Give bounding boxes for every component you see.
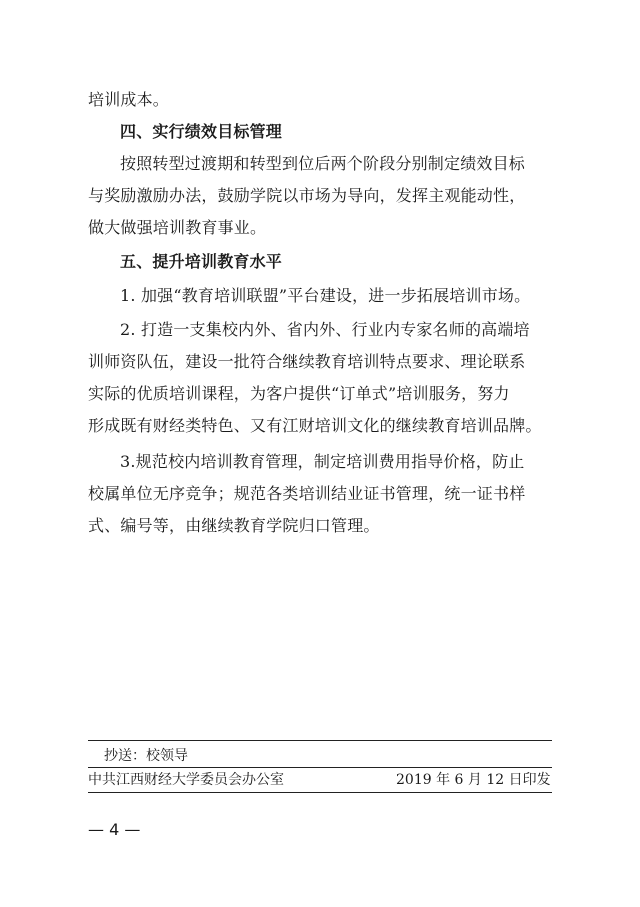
footer-middle-rule — [88, 767, 552, 768]
paragraph-continuation — [88, 84, 558, 116]
footer-bottom-rule — [88, 792, 552, 793]
text-line: 式、编号等，由继续教育学院归口管理。 — [88, 516, 380, 535]
text-line: 培训成本。 — [88, 90, 170, 109]
text-line: 实际的优质培训课程，为客户提供“订单式”培训服务，努力 — [88, 384, 510, 403]
text-line: 3.规范校内培训教育管理，制定培训费用指导价格，防止 — [120, 452, 525, 471]
text-line: 与奖励激励办法，鼓励学院以市场为导向，发挥主观能动性， — [88, 186, 526, 205]
list-item-3 — [88, 446, 558, 542]
issue-date: 2019 年 6 月 12 日印发 — [396, 772, 551, 788]
page-number: — 4 — — [88, 820, 141, 839]
footer-top-rule — [88, 740, 552, 741]
text-line: 校属单位无序竞争；规范各类培训结业证书管理，统一证书样 — [88, 484, 526, 503]
section-heading-5 — [120, 246, 590, 278]
list-item-1 — [88, 280, 558, 312]
issuer-name: 中共江西财经大学委员会办公室 — [88, 772, 284, 788]
text-line: 做大做强培训教育事业。 — [88, 218, 267, 237]
section-heading-4 — [120, 116, 590, 148]
text-line: 形成既有财经类特色、又有江财培训文化的继续教育培训品牌。 — [88, 416, 542, 435]
list-item-2 — [88, 314, 558, 442]
text-line: 1. 加强“教育培训联盟”平台建设，进一步拓展培训市场。 — [120, 286, 531, 305]
text-line: 按照转型过渡期和转型到位后两个阶段分别制定绩效目标 — [120, 154, 526, 173]
heading-text: 五、提升培训教育水平 — [120, 252, 283, 271]
heading-text: 四、实行绩效目标管理 — [120, 122, 283, 141]
text-line: 2. 打造一支集校内外、省内外、行业内专家名师的高端培 — [120, 320, 530, 339]
text-line: 训师资队伍，建设一批符合继续教育培训特点要求、理论联系 — [88, 352, 526, 371]
paragraph-performance — [88, 148, 558, 244]
cc-line: 抄送：校领导 — [104, 748, 188, 764]
